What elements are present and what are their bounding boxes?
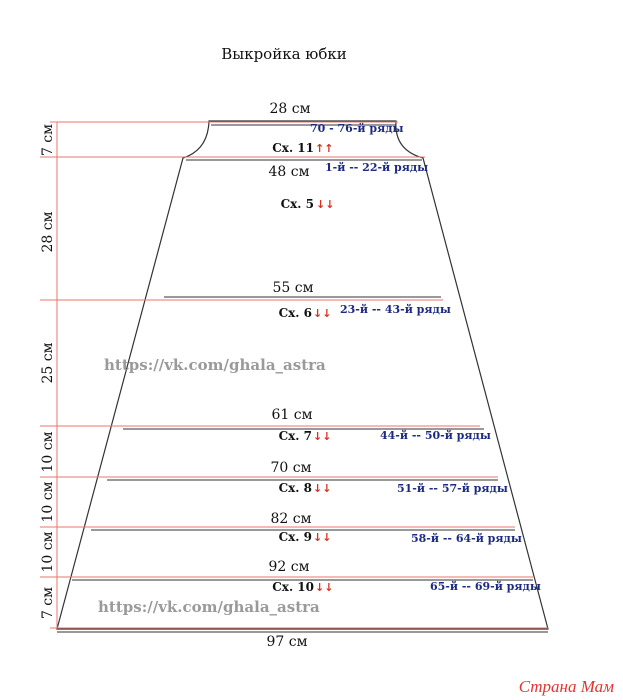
rows-range: 1-й -- 22-й ряды <box>325 161 429 174</box>
rows-range: 51-й -- 57-й ряды <box>397 482 508 495</box>
watermark-link: https://vk.com/ghala_astra <box>104 356 326 374</box>
height-label: 10 см <box>40 431 56 473</box>
rows-range: 58-й -- 64-й ряды <box>411 532 522 545</box>
scheme-label: Сх. 10 <box>272 580 314 594</box>
height-label: 28 см <box>40 211 56 253</box>
scheme-label: Сх. 9 <box>278 530 312 544</box>
height-label: 7 см <box>40 586 56 620</box>
scheme-label: Сх. 11 <box>272 141 314 155</box>
scheme-label: Сх. 7 <box>278 429 312 443</box>
arrow-down-icon: ↓↓ <box>316 198 335 211</box>
arrow-up-icon: ↑↑ <box>315 142 334 155</box>
arrow-down-icon: ↓↓ <box>313 482 332 495</box>
rows-range: 65-й -- 69-й ряды <box>430 580 541 593</box>
arrow-down-icon: ↓↓ <box>313 531 332 544</box>
width-label: 48 см <box>268 164 310 180</box>
rows-range: 23-й -- 43-й ряды <box>340 303 451 316</box>
height-label: 7 см <box>40 123 56 157</box>
scheme-label: Сх. 6 <box>278 306 312 320</box>
width-label: 70 см <box>270 460 312 476</box>
width-label: 82 см <box>270 511 312 527</box>
width-label: 97 см <box>266 634 308 650</box>
site-brand-logo: Страна Мам <box>518 677 614 696</box>
scheme-label: Сх. 5 <box>280 197 314 211</box>
height-label: 25 см <box>40 342 56 384</box>
watermark-link: https://vk.com/ghala_astra <box>98 598 320 616</box>
arrow-down-icon: ↓↓ <box>313 307 332 320</box>
width-label: 28 см <box>269 101 311 117</box>
rows-range: 44-й -- 50-й ряды <box>380 429 491 442</box>
width-label: 55 см <box>272 280 314 296</box>
pattern-title: Выкройка юбки <box>221 45 347 63</box>
width-label: 61 см <box>271 407 313 423</box>
height-label: 10 см <box>40 481 56 523</box>
arrow-down-icon: ↓↓ <box>313 430 332 443</box>
scheme-label: Сх. 8 <box>278 481 312 495</box>
arrow-down-icon: ↓↓ <box>315 581 334 594</box>
width-label: 92 см <box>268 559 310 575</box>
height-label: 10 см <box>40 531 56 573</box>
rows-range: 70 - 76-й ряды <box>310 122 404 135</box>
